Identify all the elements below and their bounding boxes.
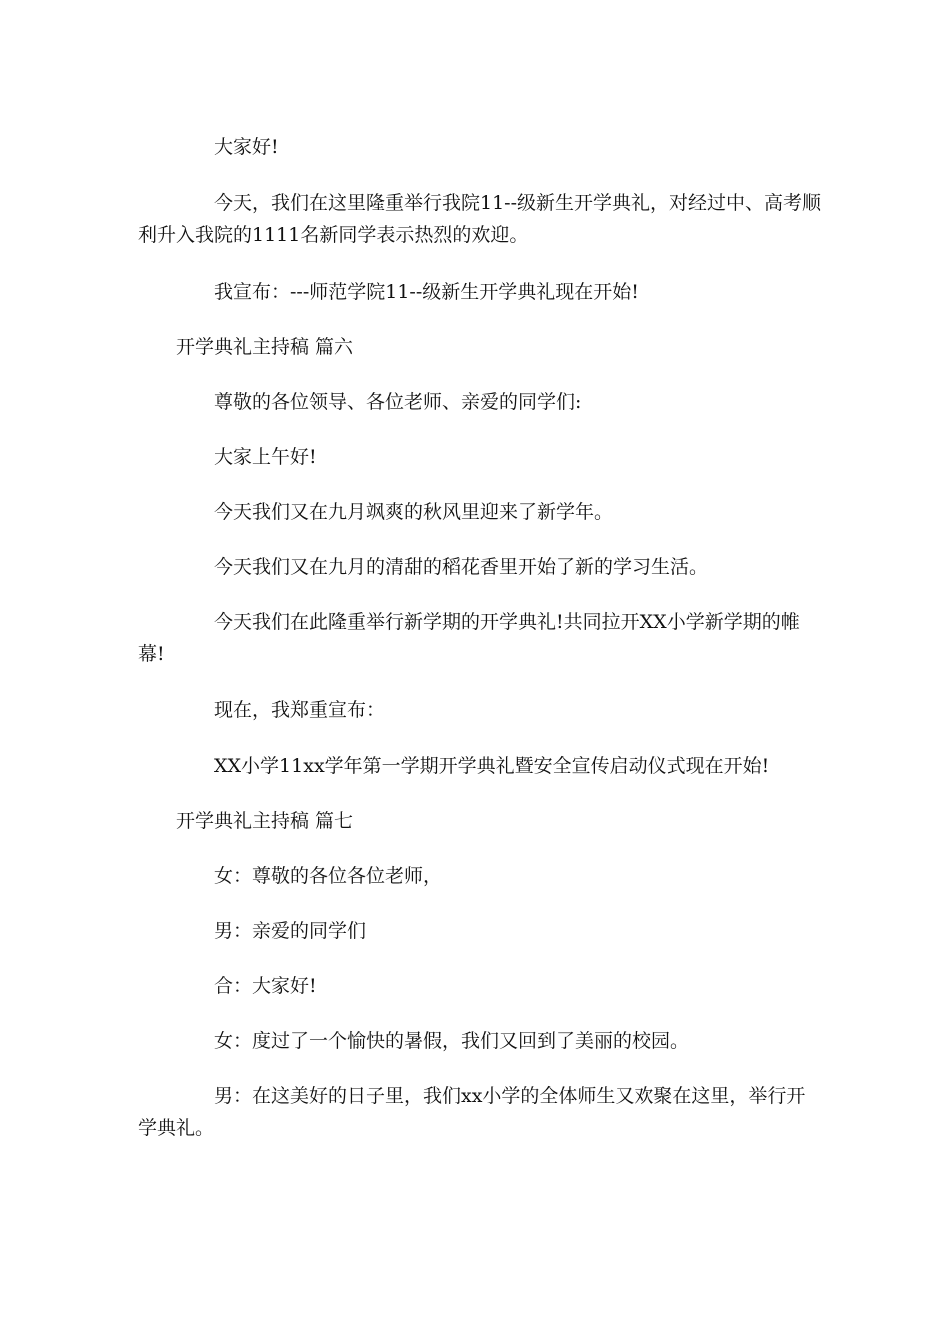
paragraph-solemn-declare: 现在，我郑重宣布： bbox=[214, 699, 386, 721]
section-heading-part-seven: 开学典礼主持稿 篇七 bbox=[176, 810, 354, 832]
paragraph-announcement: 我宣布：---师范学院11--级新生开学典礼现在开始! bbox=[214, 281, 639, 303]
section-heading-part-six: 开学典礼主持稿 篇六 bbox=[176, 336, 354, 358]
dialogue-line-together: 合：大家好! bbox=[214, 975, 317, 997]
paragraph-new-study-life: 今天我们又在九月的清甜的稻花香里开始了新的学习生活。 bbox=[214, 556, 709, 578]
paragraph-ceremony-start: XX小学11xx学年第一学期开学典礼暨安全宣传启动仪式现在开始! bbox=[214, 755, 770, 777]
paragraph-greeting: 大家好! bbox=[214, 136, 279, 158]
paragraph-welcome: 今天，我们在这里隆重举行我院11--级新生开学典礼，对经过中、高考顺利升入我院的1111名新同学表示热烈的欢迎。 bbox=[138, 192, 822, 246]
paragraph-new-school-year: 今天我们又在九月飒爽的秋风里迎来了新学年。 bbox=[214, 501, 614, 523]
dialogue-line-female-2: 女：度过了一个愉快的暑假，我们又回到了美丽的校园。 bbox=[214, 1030, 690, 1052]
dialogue-line-female-1: 女：尊敬的各位各位老师， bbox=[214, 865, 443, 887]
dialogue-line-male-1: 男：亲爱的同学们 bbox=[214, 920, 367, 942]
paragraph-opening-ceremony: 今天我们在此隆重举行新学期的开学典礼!共同拉开XX小学新学期的帷幕! bbox=[138, 611, 800, 665]
dialogue-line-male-2: 男：在这美好的日子里，我们xx小学的全体师生又欢聚在这里，举行开学典礼。 bbox=[138, 1085, 806, 1139]
paragraph-good-morning: 大家上午好! bbox=[214, 446, 317, 468]
paragraph-salutation: 尊敬的各位领导、各位老师、亲爱的同学们: bbox=[214, 391, 582, 413]
